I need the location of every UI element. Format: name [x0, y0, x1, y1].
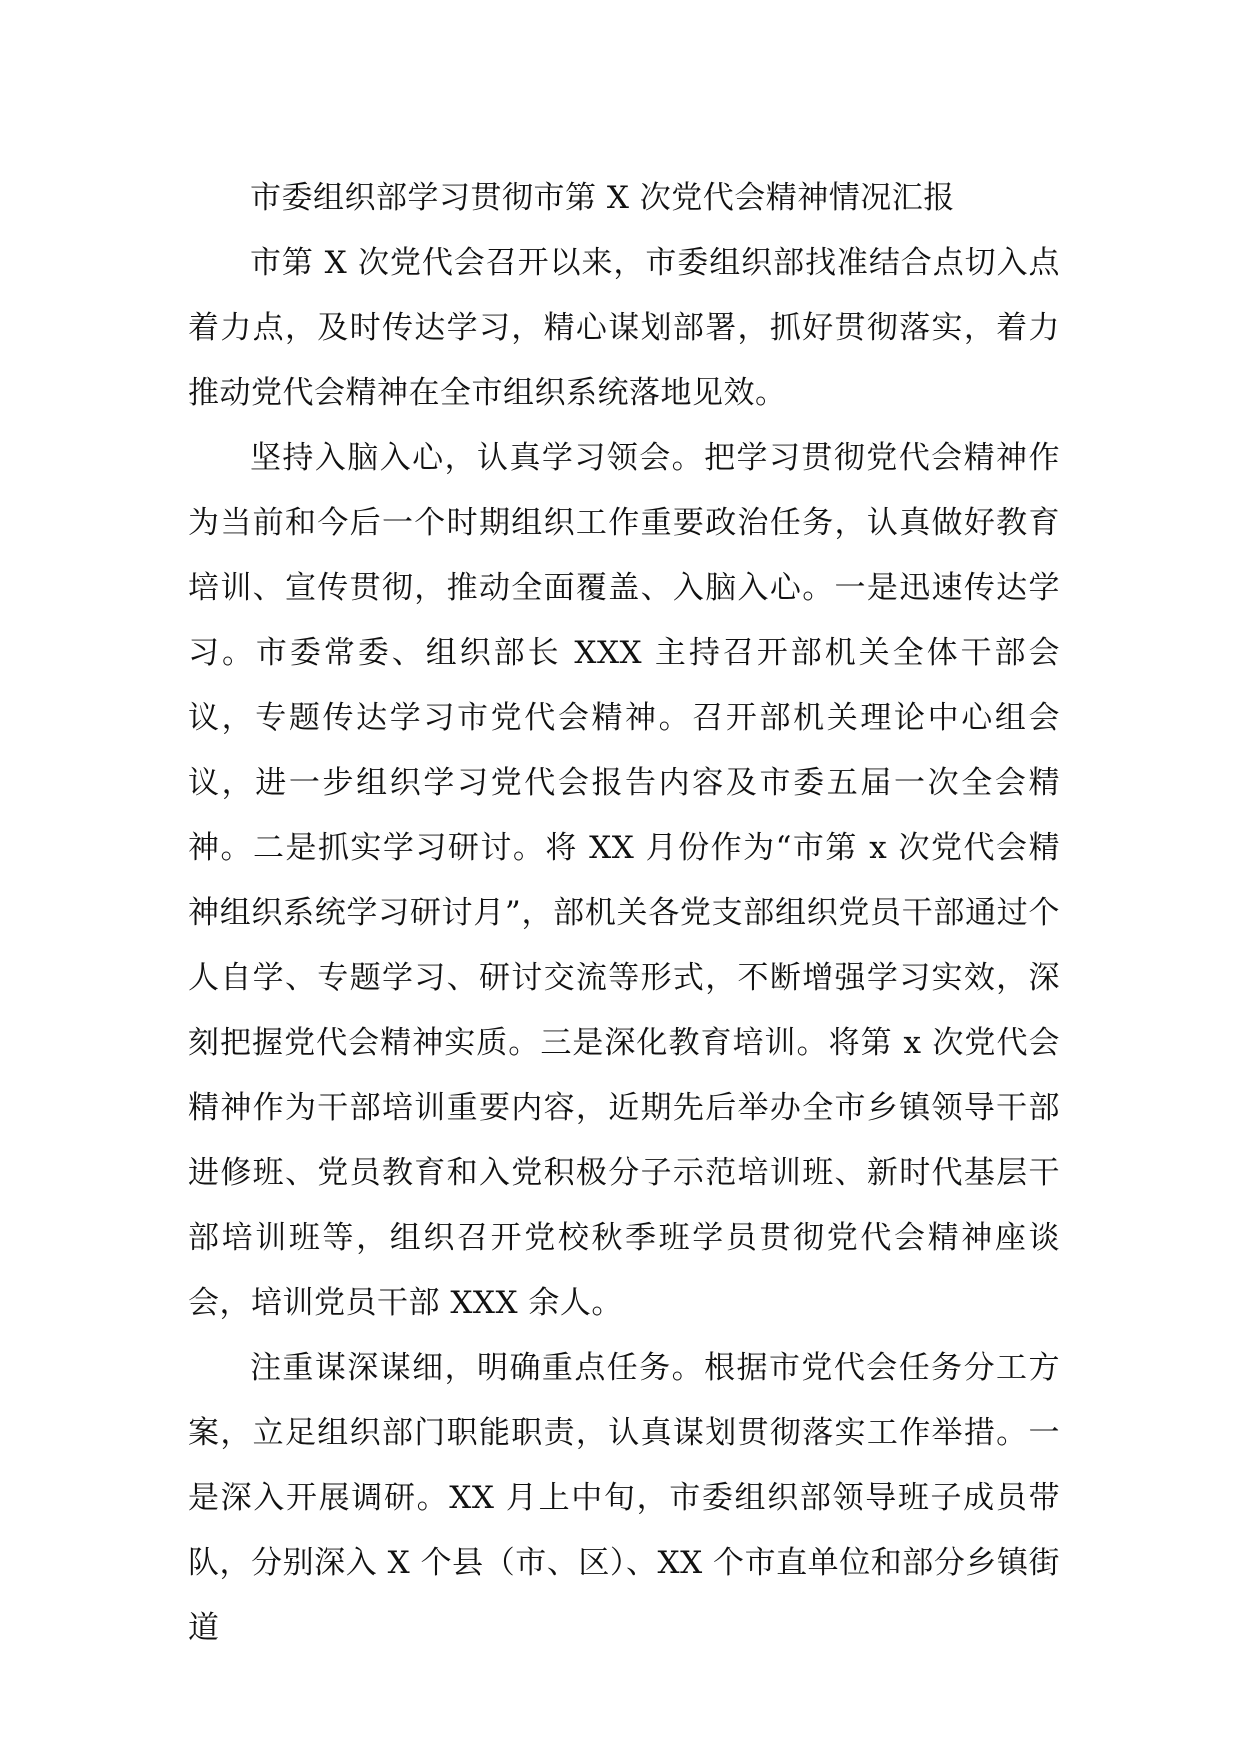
paragraph-study: 坚持入脑入心，认真学习领会。把学习贯彻党代会精神作为当前和今后一个时期组织工作重要政治任务，认真做好教育培训、宣传贯彻，推动全面覆盖、入脑入心。一是迅速传达学习。市委常委、组织部长 XXX 主持召开部机关全体干部会议，专题传达学习市党代会精神。召开部机关理论中心组会议，进一步组织学习党代会报告内容及市委五届一次全会精神。二是抓实学习研讨。将 XX 月份作为“市第 x 次党代会精神组织系统学习研讨月”，部机关各党支部组织党员干部通过个人自学、专题学习、研讨交流等形式，不断增强学习实效，深刻把握党代会精神实质。三是深化教育培训。将第 x 次党代会精神作为干部培训重要内容，近期先后举办全市乡镇领导干部进修班、党员教育和入党积极分子示范培训班、新时代基层干部培训班等，组织召开党校秋季班学员贯彻党代会精神座谈会，培训党员干部 XXX 余人。	[188, 440, 1060, 1321]
document-title: 市委组织部学习贯彻市第 X 次党代会精神情况汇报	[250, 180, 955, 216]
paragraph-tasks: 注重谋深谋细，明确重点任务。根据市党代会任务分工方案，立足组织部门职能职责，认真谋划贯彻落实工作举措。一是深入开展调研。XX 月上中旬，市委组织部领导班子成员带队，分别深入 X 个县（市、区）、XX 个市直单位和部分乡镇街道	[188, 1350, 1060, 1646]
paragraph-intro: 市第 X 次党代会召开以来，市委组织部找准结合点切入点着力点，及时传达学习，精心谋划部署，抓好贯彻落实，着力推动党代会精神在全市组织系统落地见效。	[188, 245, 1060, 411]
document-body	[188, 166, 1060, 1661]
